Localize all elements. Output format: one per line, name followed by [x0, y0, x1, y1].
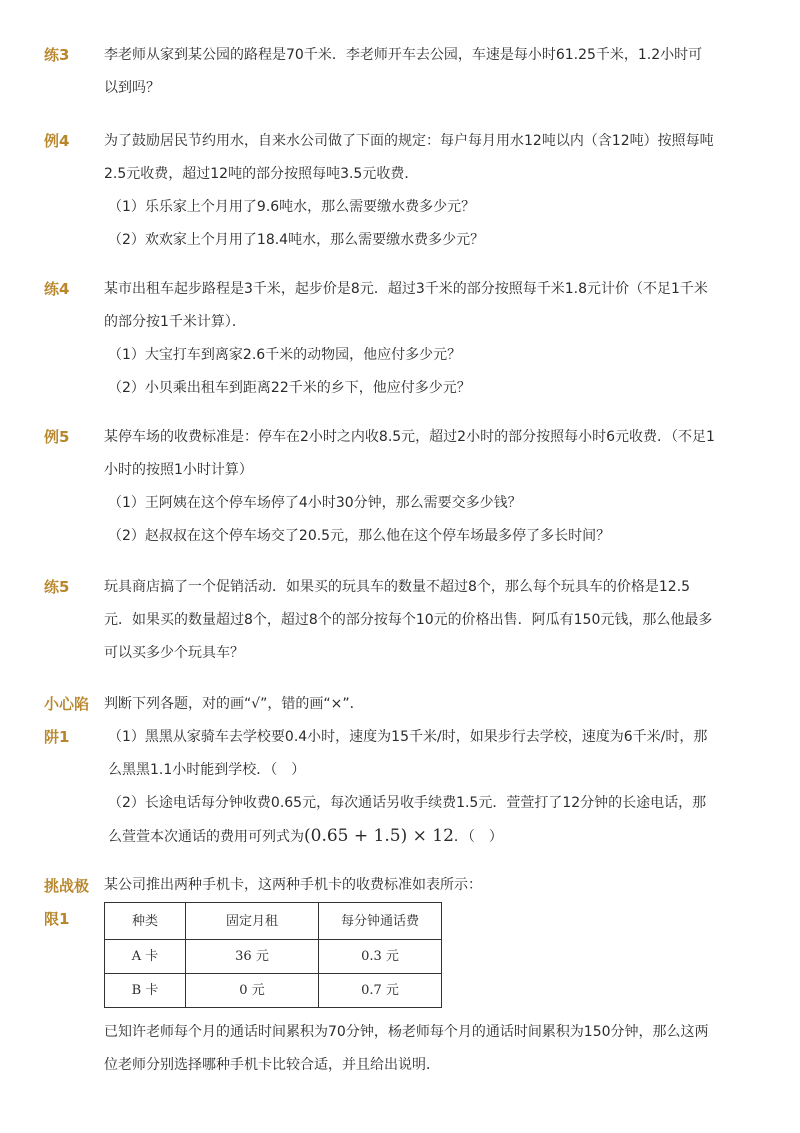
question-1: （1）大宝打车到离家2.6千米的动物园，他应付多少元？ [108, 347, 462, 363]
challenge-outro: 已知许老师每个月的通话时间累积为70分钟，杨老师每个月的通话时间累积为150分钟，那么这两位老师分别选择哪种手机卡比较合适，并且给出说明． [104, 1024, 709, 1073]
exercise-body [104, 39, 716, 105]
example-label: 例5 [44, 428, 70, 446]
question-1: （1）王阿姨在这个停车场停了4小时30分钟，那么需要交多少钱？ [108, 495, 522, 511]
formula: (0.65 + 1.5) × 12 [304, 826, 454, 846]
exercise-body [104, 571, 716, 670]
question-2 [104, 787, 716, 854]
table-cell: 0.7 元 [319, 974, 442, 1008]
question-2-tail: ．（ ） [453, 829, 503, 845]
table-cell: 0.3 元 [319, 940, 442, 974]
table-cell: B 卡 [105, 974, 186, 1008]
exercise-text: 李老师从家到某公园的路程是70千米．李老师开车去公园，车速是每小时61.25千米，1.2小时可以到吗？ [104, 47, 703, 96]
question-1: （1）乐乐家上个月用了9.6吨水，那么需要缴水费多少元？ [108, 199, 476, 215]
exercise-body [104, 273, 716, 405]
challenge-intro: 某公司推出两种手机卡，这两种手机卡的收费标准如表所示： [104, 877, 482, 893]
table-cell: A 卡 [105, 940, 186, 974]
table-header-row [105, 903, 442, 940]
question-2: （2）小贝乘出租车到距离22千米的乡下，他应付多少元？ [108, 380, 471, 396]
trap-body [104, 688, 716, 854]
column-header: 每分钟通话费 [319, 903, 442, 940]
question-2-text: （2）长途电话每分钟收费0.65元，每次通话另收手续费1.5元．萱萱打了12分钟的长途电话，那么萱萱本次通话的费用可列式为 [108, 795, 707, 845]
exercise-label: 练5 [44, 578, 70, 596]
challenge-body [104, 870, 716, 1082]
column-header: 种类 [105, 903, 186, 940]
table-row [105, 940, 442, 974]
question-1: （1）黑黑从家骑车去学校要0.4小时，速度为15千米/时，如果步行去学校，速度为6千米/时，那么黑黑1.1小时能到学校．（ ） [108, 729, 708, 778]
trap-intro: 判断下列各题，对的画“√”，错的画“×”． [104, 696, 364, 712]
challenge-label: 挑战极限1 [44, 877, 90, 928]
fee-table [104, 902, 442, 1008]
question-2: （2）欢欢家上个月用了18.4吨水，那么需要缴水费多少元？ [108, 232, 485, 248]
example-text: 某停车场的收费标准是：停车在2小时之内收8.5元，超过2小时的部分按照每小时6元收费．（不足1小时的按照1小时计算） [104, 429, 715, 478]
exercise-label: 练4 [44, 280, 70, 298]
column-header: 固定月租 [186, 903, 319, 940]
table-cell: 0 元 [186, 974, 319, 1008]
exercise-text: 玩具商店搞了一个促销活动．如果买的玩具车的数量不超过8个，那么每个玩具车的价格是12.5元．如果买的数量超过8个，超过8个的部分按每个10元的价格出售．阿瓜有150元钱，那么他最多可以买多少个玩具车？ [104, 579, 713, 661]
table-cell: 36 元 [186, 940, 319, 974]
example-body [104, 421, 716, 553]
example-label: 例4 [44, 132, 70, 150]
exercise-label: 练3 [44, 46, 70, 64]
table-row [105, 974, 442, 1008]
example-body [104, 125, 716, 257]
exercise-text: 某市出租车起步路程是3千米，起步价是8元．超过3千米的部分按照每千米1.8元计价（不足1千米的部分按1千米计算）． [104, 281, 708, 330]
trap-label: 小心陷阱1 [44, 695, 90, 746]
example-text: 为了鼓励居民节约用水，自来水公司做了下面的规定：每户每月用水12吨以内（含12吨）按照每吨2.5元收费，超过12吨的部分按照每吨3.5元收费． [104, 133, 714, 182]
question-2: （2）赵叔叔在这个停车场交了20.5元，那么他在这个停车场最多停了多长时间？ [108, 528, 611, 544]
